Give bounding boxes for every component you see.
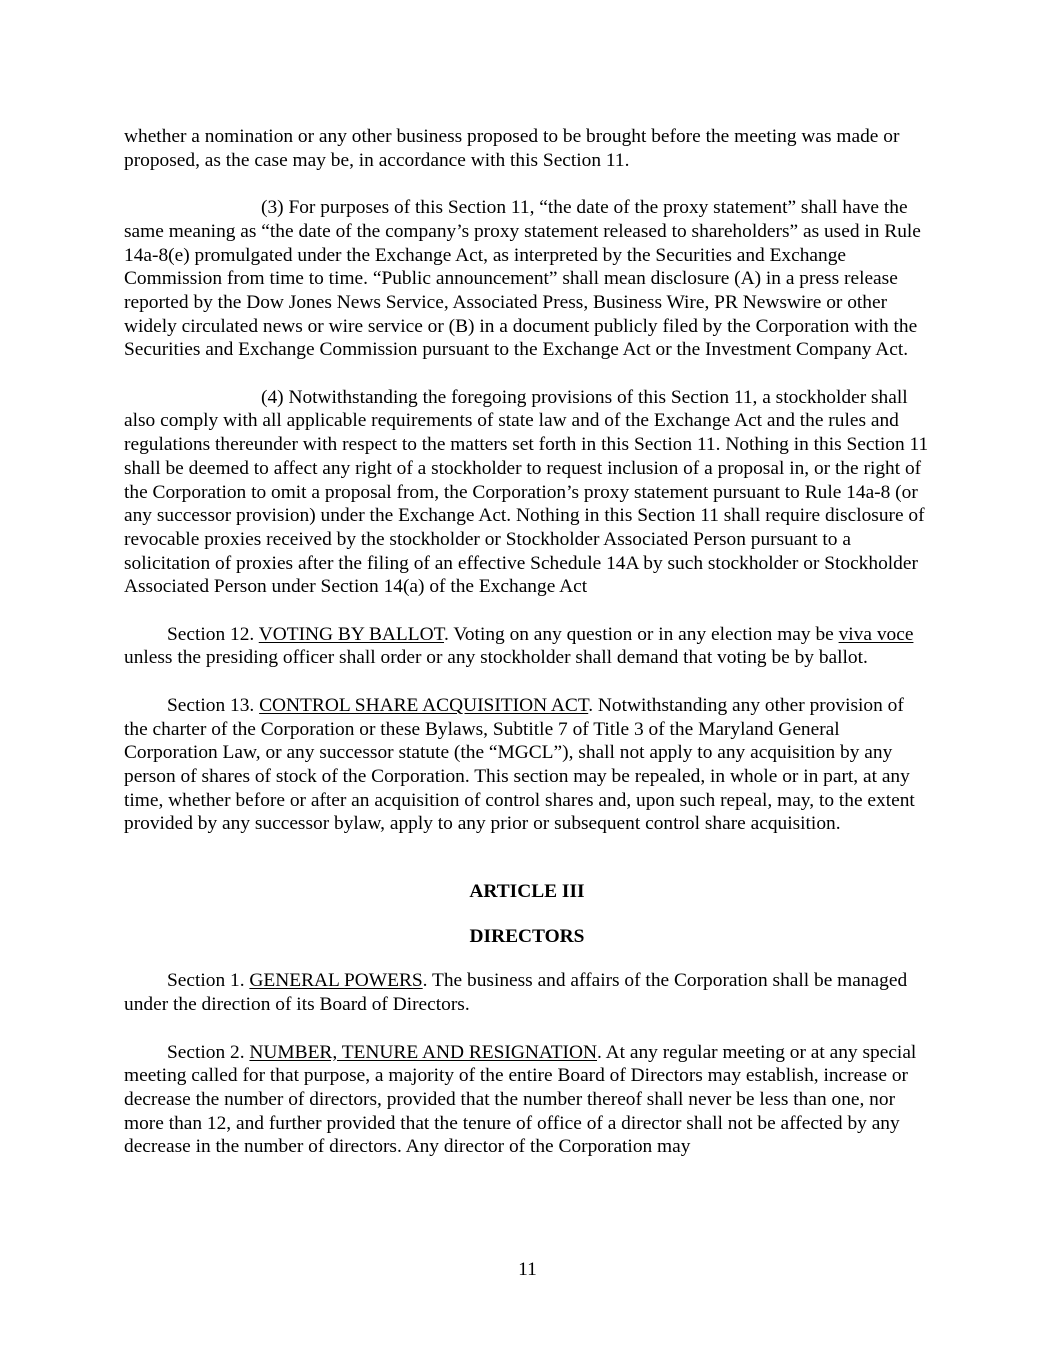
- section-13-paragraph: [124, 694, 930, 836]
- section-13-title: CONTROL SHARE ACQUISITION ACT: [259, 694, 589, 716]
- article-number-heading: ARTICLE III: [469, 881, 585, 903]
- section-12-text-before: . Voting on any question or in any election may be: [444, 623, 839, 645]
- section-12-prefix: Section 12.: [167, 623, 259, 645]
- section-11-paragraph-4: (4) Notwithstanding the foregoing provisions of this Section 11, a stockholder shall also comply with all applicable requirements of state law and of the Exchange Act and the rules and regulations thereunder with respect to the matters set forth in this Section 11. Nothing in this Section 11 shall be deemed to affect any right of a stockholder to request inclusion of a proposal in, or the right of the Corporation to omit a proposal from, the Corporation’s proxy statement pursuant to Rule 14a-8 (or any successor provision) under the Exchange Act. Nothing in this Section 11 shall require disclosure of revocable proxies received by the stockholder or Stockholder Associated Person pursuant to a solicitation of proxies after the filing of an effective Schedule 14A by such stockholder or Stockholder Associated Person under Section 14(a) of the Exchange Act: [124, 386, 929, 598]
- article-3-section-1-text: . The business and affairs of the Corporation shall be managed under the direction of its Board of Directors.: [124, 970, 908, 1016]
- section-13-prefix: Section 13.: [167, 694, 260, 716]
- article-title-heading: DIRECTORS: [469, 925, 585, 947]
- article-3-section-2-paragraph: [124, 1041, 930, 1160]
- article-3-section-1-prefix: Section 1.: [167, 970, 250, 992]
- section-11-paragraph-3: (3) For purposes of this Section 11, “the date of the proxy statement” shall have the same meaning as “the date of the company’s proxy statement released to shareholders” as used in Rule 14a-8(e) promulgated under the Exchange Act, as interpreted by the Securities and Exchange Commission from time to time. “Public announcement” shall mean disclosure (A) in a press release reported by the Dow Jones News Service, Associated Press, Business Wire, PR Newswire or other widely circulated news or wire service or (B) in a document publicly filed by the Corporation with the Securities and Exchange Commission pursuant to the Exchange Act or the Investment Company Act.: [124, 197, 921, 361]
- section-12-paragraph: [124, 623, 930, 670]
- document-page: [124, 125, 930, 1159]
- section-12-emphasis: viva voce: [838, 623, 914, 645]
- article-3-section-2-text: . At any regular meeting or at any special meeting called for that purpose, a majority of the entire Board of Directors may establish, increase or decrease the number of directors, provided that the number thereof shall never be less than one, nor more than 12, and further provided that the tenure of office of a director shall not be affected by any decrease in the number of directors. Any director of the Corporation may: [124, 1041, 917, 1158]
- article-3-section-1-title: GENERAL POWERS: [249, 970, 423, 992]
- article-3-section-1-paragraph: [124, 969, 930, 1016]
- article-3-section-2-prefix: Section 2.: [167, 1041, 250, 1063]
- page-number: 11: [518, 1259, 537, 1280]
- continuation-paragraph: whether a nomination or any other business proposed to be brought before the meeting was made or proposed, as the case may be, in accordance with this Section 11.: [124, 126, 900, 171]
- article-3-section-2-title: NUMBER, TENURE AND RESIGNATION: [249, 1041, 598, 1063]
- section-12-text-after: unless the presiding officer shall order or any stockholder shall demand that voting be by ballot.: [124, 647, 868, 669]
- section-13-text: . Notwithstanding any other provision of the charter of the Corporation or these Bylaws, Subtitle 7 of Title 3 of the Maryland General Corporation Law, or any successor statute (the “MGCL”), shall not apply to any acquisition by any person of shares of stock of the Corporation. This section may be repealed, in whole or in part, at any time, whether before or after an acquisition of control shares and, upon such repeal, may, to the extent provided by any successor bylaw, apply to any prior or subsequent control share acquisition.: [124, 694, 915, 835]
- section-12-title: VOTING BY BALLOT: [258, 623, 445, 645]
